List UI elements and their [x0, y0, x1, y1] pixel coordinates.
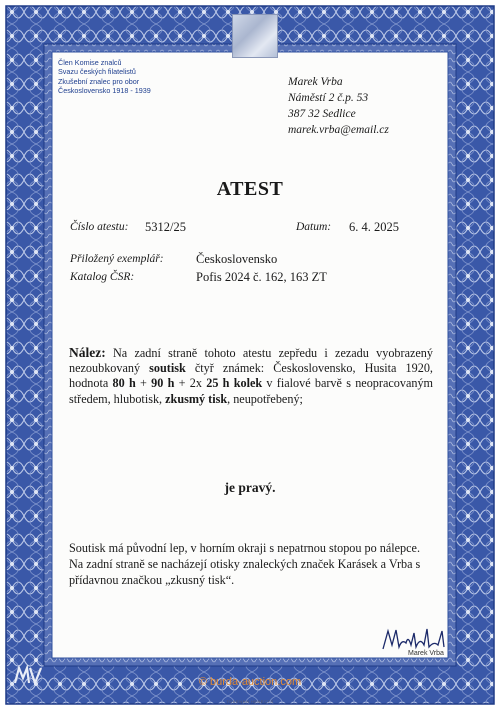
watermark: © burda-auction.com [198, 676, 302, 688]
finding-paragraph [69, 345, 433, 407]
specimen-value: Československo [196, 252, 278, 266]
note-text: Na zadní straně se nacházejí otisky znaleckých značek Karásek a Vrba s přídavnou značkou „zkusný tisk“. [69, 557, 421, 587]
issuer-line: Člen Komise znalců [58, 58, 122, 67]
number-label: Číslo atestu: [70, 221, 129, 233]
issuer-block [58, 58, 151, 96]
address-city: 387 32 Sedlice [288, 108, 356, 120]
number-value: 5312/25 [145, 220, 186, 234]
finding-label: Nález: [69, 345, 106, 360]
issuer-line: Svazu českých filatelistů [58, 67, 136, 77]
note-text: Soutisk má původní lep, v horním okraji s nepatrnou stopou po nálepce. [69, 541, 421, 555]
catalog-value: Pofis 2024 č. 162, 163 ZT [196, 270, 327, 284]
catalog-label: Katalog ČSR: [70, 271, 135, 283]
finding-text: + [135, 376, 152, 391]
finding-text: čtyř známek: Československo, Husita 1920, hodnota [69, 361, 433, 391]
issuer-line: Zkušební znalec pro obor [58, 76, 140, 86]
finding-bold: soutisk [149, 361, 186, 376]
note-paragraph [69, 540, 433, 588]
finding-bold: 90 h [151, 376, 175, 391]
footer-small-print: TOKENNN HENECTS [226, 699, 274, 704]
specimen-label: Přiložený exemplář: [70, 253, 164, 265]
address-name: Marek Vrba [288, 76, 343, 88]
verdict: je pravý. [224, 480, 276, 495]
address-block [288, 74, 389, 138]
date-value: 6. 4. 2025 [349, 220, 399, 234]
hologram-seal [232, 14, 278, 58]
document-title: ATEST [216, 178, 284, 200]
address-email[interactable]: marek.vrba@email.cz [288, 124, 389, 136]
finding-bold: 25 h kolek [206, 376, 263, 391]
finding-text: Na zadní straně tohoto atestu zepředu i zezadu vyobrazený nezoubkovaný [69, 346, 433, 376]
finding-text: + 2x [174, 376, 207, 391]
finding-text: , neupotřebený; [227, 391, 303, 406]
address-street: Náměstí 2 č.p. 53 [288, 92, 369, 104]
finding-bold: zkusmý tisk [165, 391, 228, 406]
date-label: Datum: [296, 221, 332, 233]
finding-bold: 80 h [112, 376, 136, 391]
signature-name: Marek Vrba [408, 650, 444, 657]
issuer-line: Československo 1918 - 1939 [58, 86, 151, 96]
finding-text: v fialové barvě s neopracovaným středem, hlubotisk, [69, 376, 434, 406]
